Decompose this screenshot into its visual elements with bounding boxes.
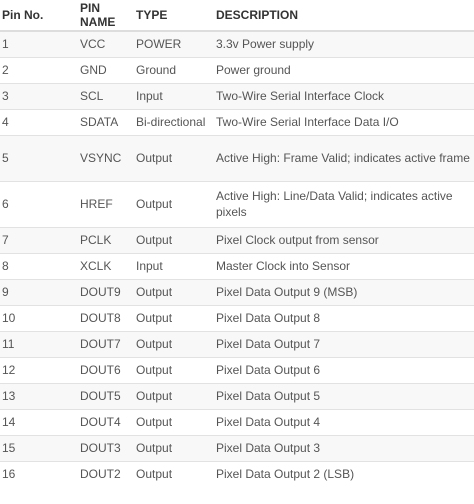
cell-pin: 10 <box>0 305 56 331</box>
cell-type: Output <box>134 279 214 305</box>
cell-pin: 4 <box>0 109 56 135</box>
cell-name: XCLK <box>56 253 134 279</box>
cell-pin: 1 <box>0 31 56 57</box>
cell-name: VCC <box>56 31 134 57</box>
cell-type: Output <box>134 331 214 357</box>
header-pin-name: PIN NAME <box>56 0 134 31</box>
table-row <box>0 135 474 181</box>
cell-description: Two-Wire Serial Interface Clock <box>214 83 474 109</box>
cell-type: Output <box>134 181 214 227</box>
cell-type: Input <box>134 253 214 279</box>
cell-name: SDATA <box>56 109 134 135</box>
cell-name: DOUT4 <box>56 409 134 435</box>
cell-type: Output <box>134 461 214 487</box>
header-description: DESCRIPTION <box>214 0 474 31</box>
table-row <box>0 461 474 487</box>
header-row <box>0 0 474 31</box>
cell-description: Pixel Data Output 6 <box>214 357 474 383</box>
cell-description: Pixel Data Output 3 <box>214 435 474 461</box>
cell-pin: 14 <box>0 409 56 435</box>
cell-description: Active High: Line/Data Valid; indicates active pixels <box>214 181 474 227</box>
cell-name: DOUT3 <box>56 435 134 461</box>
cell-type: POWER <box>134 31 214 57</box>
cell-description: Pixel Data Output 8 <box>214 305 474 331</box>
cell-description: Active High: Frame Valid; indicates active frame <box>214 135 474 181</box>
table-row <box>0 409 474 435</box>
cell-pin: 16 <box>0 461 56 487</box>
table-row <box>0 227 474 253</box>
table-row <box>0 57 474 83</box>
cell-name: DOUT8 <box>56 305 134 331</box>
cell-name: DOUT9 <box>56 279 134 305</box>
cell-name: DOUT5 <box>56 383 134 409</box>
cell-pin: 7 <box>0 227 56 253</box>
table-row <box>0 305 474 331</box>
cell-description: Pixel Data Output 9 (MSB) <box>214 279 474 305</box>
header-pin-no: Pin No. <box>0 0 56 31</box>
table-row <box>0 83 474 109</box>
cell-description: Pixel Clock output from sensor <box>214 227 474 253</box>
cell-type: Output <box>134 383 214 409</box>
cell-type: Output <box>134 357 214 383</box>
cell-pin: 6 <box>0 181 56 227</box>
cell-name: SCL <box>56 83 134 109</box>
table-row <box>0 109 474 135</box>
cell-pin: 11 <box>0 331 56 357</box>
cell-name: DOUT7 <box>56 331 134 357</box>
cell-description: 3.3v Power supply <box>214 31 474 57</box>
cell-type: Output <box>134 409 214 435</box>
cell-description: Master Clock into Sensor <box>214 253 474 279</box>
cell-pin: 3 <box>0 83 56 109</box>
cell-description: Pixel Data Output 5 <box>214 383 474 409</box>
cell-name: PCLK <box>56 227 134 253</box>
cell-description: Pixel Data Output 4 <box>214 409 474 435</box>
table-row <box>0 253 474 279</box>
cell-pin: 13 <box>0 383 56 409</box>
cell-pin: 12 <box>0 357 56 383</box>
cell-description: Pixel Data Output 2 (LSB) <box>214 461 474 487</box>
header-type: TYPE <box>134 0 214 31</box>
cell-type: Ground <box>134 57 214 83</box>
table-row <box>0 435 474 461</box>
table-body <box>0 31 474 487</box>
cell-description: Pixel Data Output 7 <box>214 331 474 357</box>
table-row <box>0 331 474 357</box>
table-row <box>0 279 474 305</box>
cell-description: Two-Wire Serial Interface Data I/O <box>214 109 474 135</box>
cell-name: DOUT2 <box>56 461 134 487</box>
cell-type: Output <box>134 227 214 253</box>
cell-type: Output <box>134 435 214 461</box>
cell-pin: 8 <box>0 253 56 279</box>
cell-pin: 2 <box>0 57 56 83</box>
cell-name: DOUT6 <box>56 357 134 383</box>
cell-pin: 15 <box>0 435 56 461</box>
cell-type: Output <box>134 135 214 181</box>
cell-name: VSYNC <box>56 135 134 181</box>
cell-name: GND <box>56 57 134 83</box>
cell-type: Input <box>134 83 214 109</box>
cell-name: HREF <box>56 181 134 227</box>
cell-description: Power ground <box>214 57 474 83</box>
table-row <box>0 31 474 57</box>
table-row <box>0 357 474 383</box>
cell-type: Bi-directional <box>134 109 214 135</box>
table-header <box>0 0 474 31</box>
table-row <box>0 383 474 409</box>
table-row <box>0 181 474 227</box>
cell-pin: 5 <box>0 135 56 181</box>
cell-type: Output <box>134 305 214 331</box>
cell-pin: 9 <box>0 279 56 305</box>
